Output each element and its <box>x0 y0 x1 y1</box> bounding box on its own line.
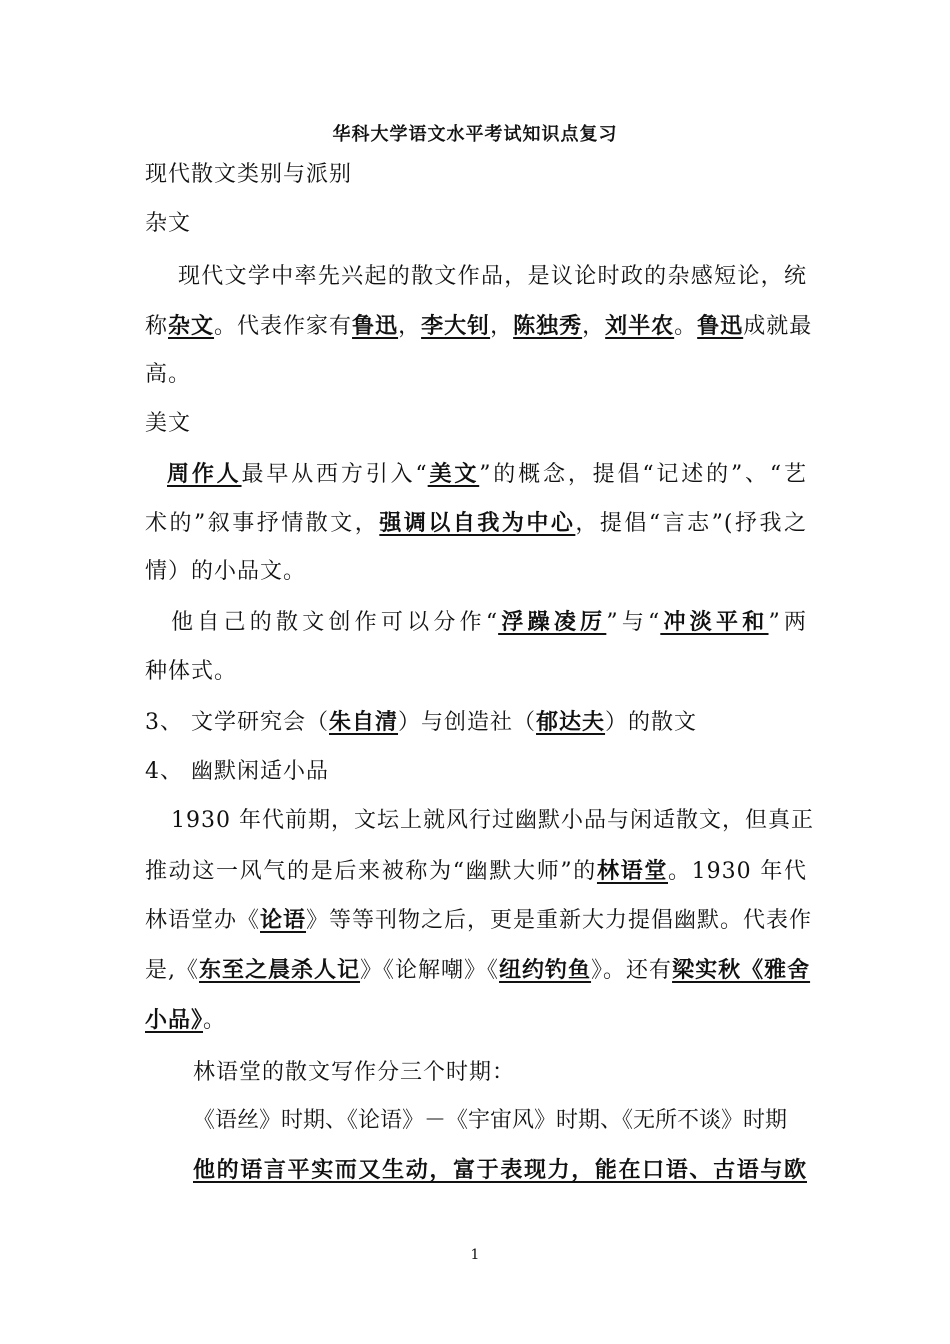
term-zawen: 杂文 <box>168 313 215 339</box>
author-zhouzuoren: 周作人 <box>167 461 242 487</box>
section-heading-zawen: 杂文 <box>145 211 192 236</box>
author-zhuziqing: 朱自清 <box>329 709 399 735</box>
document-title: 华科大学语文水平考试知识点复习 <box>332 124 618 145</box>
term-chongdan-pinghe: 冲淡平和 <box>660 609 769 635</box>
meiwen-paragraph-line-1: 周作人最早从西方引入“美文”的概念，提倡“记述的”、“艺 <box>167 461 807 487</box>
author-lidazhao: 李大钊 <box>421 313 491 339</box>
section-heading-categories: 现代散文类别与派别 <box>145 162 353 187</box>
section-heading-meiwen: 美文 <box>145 411 192 436</box>
zawen-paragraph-line-3: 高。 <box>145 362 192 387</box>
language-summary-line <box>193 1155 807 1186</box>
page-number: 1 <box>470 1247 480 1263</box>
author-yudafu: 郁达夫 <box>536 709 606 735</box>
work-yashe-xiaopin: 梁实秋《雅舍 <box>672 957 811 983</box>
author-linyutang: 林语堂 <box>596 858 668 884</box>
work-yashe-xiaopin-end: 小品》 <box>145 1007 204 1033</box>
humor-paragraph-line-3: 林语堂办《论语》等等刊物之后，更是重新大力提倡幽默。代表作 <box>145 907 813 933</box>
term-self-centered: 强调以自我为中心 <box>379 510 576 536</box>
journal-lunyu: 论语 <box>260 907 307 933</box>
meiwen-paragraph-line-5: 种体式。 <box>145 659 238 684</box>
author-luxun-2: 鲁迅 <box>697 313 744 339</box>
zawen-paragraph-line-2: 称杂文。代表作家有鲁迅，李大钊，陈独秀，刘半农。鲁迅成就最 <box>145 313 813 339</box>
meiwen-paragraph-line-2: 术的”叙事抒情散文，强调以自我为中心，提倡“言志”(抒我之 <box>145 510 807 536</box>
term-fuzao-lingli: 浮躁凌厉 <box>498 609 607 635</box>
humor-paragraph-line-5: 小品》。 <box>145 1007 227 1033</box>
item-3-heading: 3、 文学研究会（朱自清）与创造社（郁达夫）的散文 <box>145 709 698 735</box>
meiwen-paragraph-line-4: 他自己的散文创作可以分作“浮躁凌厉”与“冲淡平和”两 <box>171 609 808 635</box>
term-meiwen: 美文 <box>427 461 480 487</box>
periods-list: 《语丝》时期、《论语》－《宇宙风》时期、《无所不谈》时期 <box>193 1108 788 1133</box>
work-niuyue-diaoyu: 纽约钓鱼 <box>499 957 592 983</box>
item-4-heading: 4、 幽默闲适小品 <box>145 759 329 784</box>
periods-intro: 林语堂的散文写作分三个时期： <box>193 1060 516 1085</box>
language-summary-text: 他的语言平实而又生动，富于表现力，能在口语、古语与欧 <box>193 1157 807 1183</box>
humor-paragraph-line-4: 是,《东至之晨杀人记》《论解嘲》《纽约钓鱼》。还有梁实秋《雅舍 <box>145 957 811 983</box>
work-dongzhi: 东至之晨杀人记 <box>199 957 361 983</box>
humor-paragraph-line-1: 1930 年代前期，文坛上就风行过幽默小品与闲适散文，但真正 <box>171 808 814 833</box>
author-liubannong: 刘半农 <box>605 313 675 339</box>
meiwen-paragraph-line-3: 情）的小品文。 <box>145 559 307 584</box>
zawen-paragraph-line-1: 现代文学中率先兴起的散文作品，是议论时政的杂感短论，统 <box>178 264 807 289</box>
author-luxun: 鲁迅 <box>352 313 399 339</box>
humor-paragraph-line-2: 推动这一风气的是后来被称为“幽默大师”的林语堂。1930 年代 <box>145 858 808 884</box>
author-chenduxiu: 陈独秀 <box>513 313 583 339</box>
